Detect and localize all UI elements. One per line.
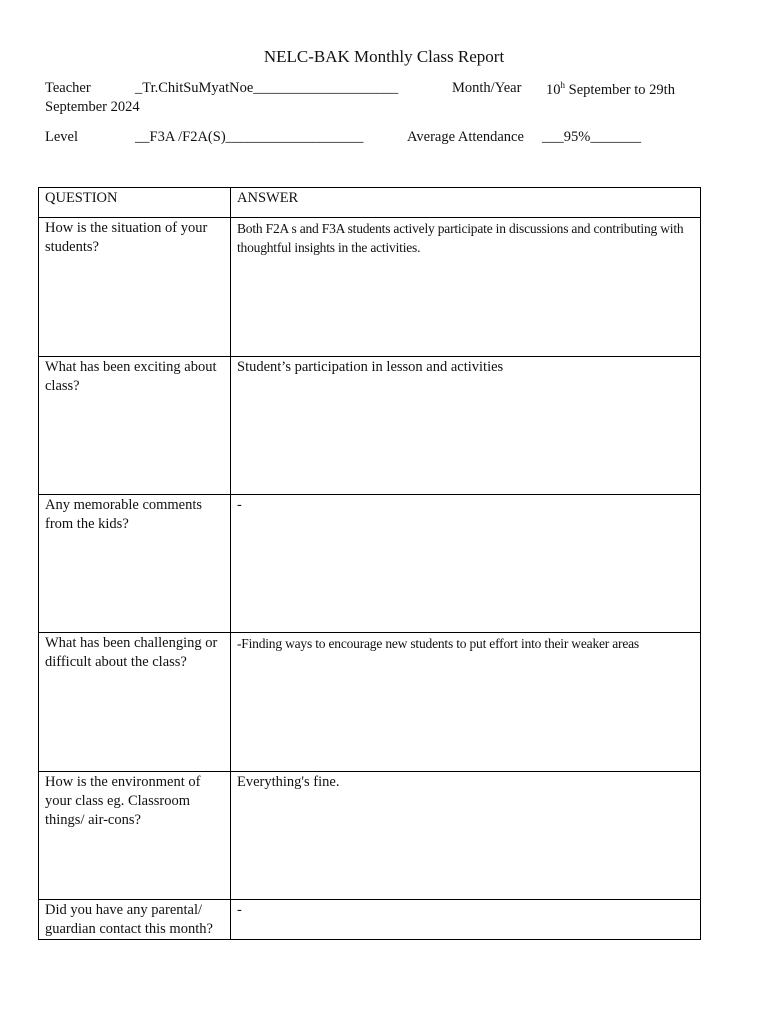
attendance-value: ___95%_______ (542, 129, 642, 145)
question-header: QUESTION (39, 188, 231, 218)
teacher-label: Teacher (45, 80, 91, 96)
page-title: NELC-BAK Monthly Class Report (263, 47, 505, 66)
month-day-suffix: h (560, 80, 565, 90)
question-cell: Did you have any parental/ guardian contact this month? (39, 900, 231, 940)
month-range: September to 29th (565, 82, 675, 98)
table-row (39, 495, 701, 633)
question-cell: What has been challenging or difficult about the class? (39, 633, 231, 772)
question-cell: How is the environment of your class eg. Classroom things/ air-cons? (39, 772, 231, 900)
question-cell: What has been exciting about class? (39, 357, 231, 495)
answer-cell: - (231, 495, 701, 633)
answer-cell: Everything's fine. (231, 772, 701, 900)
report-table (38, 187, 701, 940)
level-label: Level (45, 129, 79, 145)
level-value: __F3A /F2A(S)___________________ (135, 129, 364, 145)
question-cell: Any memorable comments from the kids? (39, 495, 231, 633)
month-year-label: Month/Year (452, 80, 522, 96)
table-row (39, 633, 701, 772)
table-header-row (39, 188, 701, 218)
answer-cell: - (231, 900, 701, 940)
month-day: 10 (546, 82, 561, 98)
month-year-value (546, 80, 675, 99)
question-cell: How is the situation of your students? (39, 218, 231, 357)
teacher-value: _Tr.ChitSuMyatNoe____________________ (135, 80, 399, 96)
answer-header: ANSWER (231, 188, 701, 218)
month-year-value-line2: September 2024 (45, 99, 140, 115)
table-row (39, 218, 701, 357)
table-row (39, 900, 701, 940)
answer-cell: Student’s participation in lesson and activities (231, 357, 701, 495)
answer-cell: -Finding ways to encourage new students to put effort into their weaker areas (231, 633, 701, 772)
answer-cell: Both F2A s and F3A students actively participate in discussions and contributing with thoughtful insights in the activities. (231, 218, 701, 357)
attendance-label: Average Attendance (407, 129, 524, 145)
table-row (39, 357, 701, 495)
table-row (39, 772, 701, 900)
